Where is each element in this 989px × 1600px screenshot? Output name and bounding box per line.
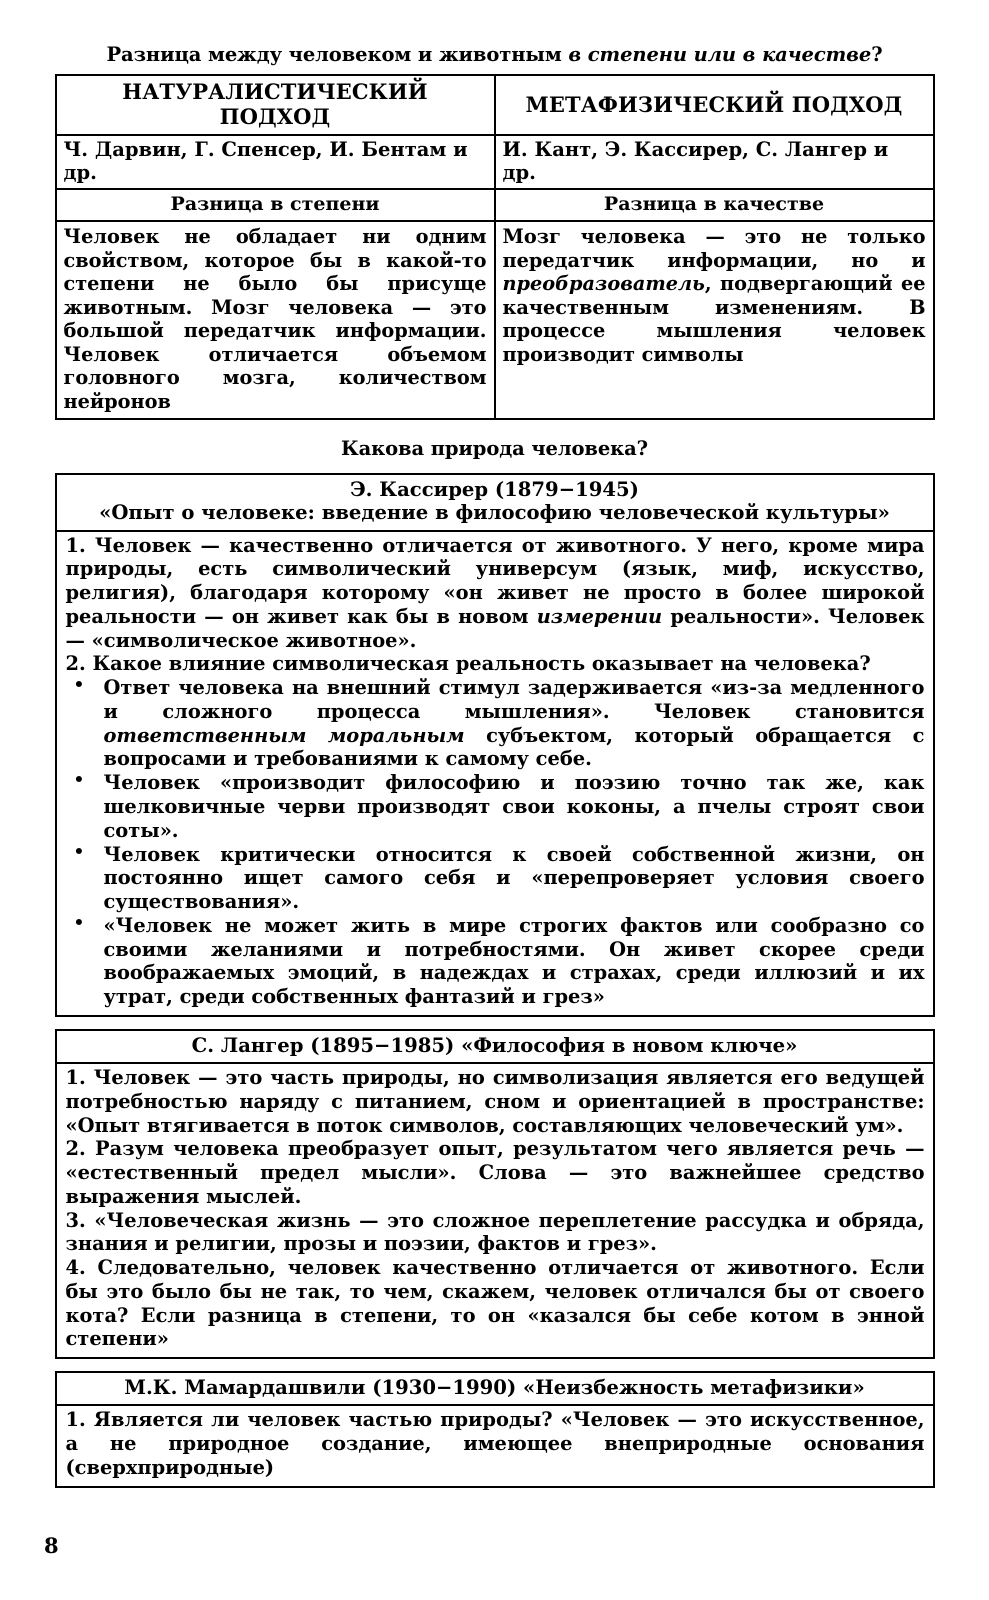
mamardashvili-body xyxy=(57,1406,933,1485)
bullet-1-part2: субъектом, который обращается с вопросами и требованиями к самому себе. xyxy=(103,723,925,771)
langer-section xyxy=(55,1029,935,1359)
cassirer-item-1-part2: реальности». Человек — «символическое животное». xyxy=(65,604,925,652)
table-row-body xyxy=(56,221,934,419)
body-right-part2: , подвергающий ее качественным изменениям. В процессе мышления человек производит символы xyxy=(502,272,926,366)
cassirer-item-1-italic: измерении xyxy=(536,604,663,628)
table-header-naturalistic: НАТУРАЛИСТИЧЕСКИЙ ПОДХОД xyxy=(56,75,495,135)
table-cell-body-naturalistic: Человек не обладает ни одним свойством, которое бы в какой-то степени не было бы присуще животным. Мозг человека — это большой передатчик информации. Человек отличается объемом головного мозга, количеством нейронов xyxy=(56,221,495,419)
langer-item-3: 3. «Человеческая жизнь — это сложное переплетение рассудка и обряда, знания и религии, прозы и поэзии, фактов и грез». xyxy=(65,1208,925,1256)
table-cell-thinkers-metaphysical: И. Кант, Э. Кассирер, С. Лангер и др. xyxy=(495,135,934,189)
page-number: 8 xyxy=(44,1533,59,1558)
page-title-text-after: ? xyxy=(871,43,883,66)
body-right-part1: Мозг человека — это не только передатчик информации, но и xyxy=(502,225,926,272)
cassirer-item-2: 2. Какое влияние символическая реальность оказывает на человека? xyxy=(65,652,871,676)
list-item xyxy=(66,914,925,1009)
langer-body xyxy=(57,1064,933,1357)
bullet-1-part1: Ответ человека на внешний стимул задерживается «из-за медленного и сложного процесса мышления». Человек становится xyxy=(103,676,925,723)
list-item xyxy=(66,676,925,771)
table-cell-difference-quality: Разница в качестве xyxy=(495,189,934,221)
cassirer-item-1-part1: 1. Человек — качественно отличается от животного. У него, кроме мира природы, есть символический универсум (язык, миф, искусство, религия), благодаря которому «он живет не просто в более широкой реальности — он живет как бы в новом xyxy=(65,533,925,628)
cassirer-work-title: «Опыт о человеке: введение в философию человеческой культуры» xyxy=(99,501,890,525)
bullet-4-text: «Человек не может жить в мире строгих фактов или сообразно со своими желаниями и потребностями. Он живет скорее среди воображаемых эмоций, в надеждах и страхах, среди иллюзий и их утрат, среди собственных фантазий и грез» xyxy=(103,913,925,1009)
table-row-subtitles xyxy=(56,189,934,221)
table-cell-thinkers-naturalistic: Ч. Дарвин, Г. Спенсер, И. Бентам и др. xyxy=(56,135,495,189)
table-header-metaphysical: МЕТАФИЗИЧЕСКИЙ ПОДХОД xyxy=(495,75,934,135)
langer-item-2: 2. Разум человека преобразует опыт, результатом чего является речь — «естественный предел мысли». Слова — это важнейшее средство выражения мыслей. xyxy=(65,1137,925,1208)
langer-item-1: 1. Человек — это часть природы, но символизация является его ведущей потребностью наряду с питанием, сном и ориентацией в пространстве: «Опыт втягивается в поток символов, составляющих человеческий ум». xyxy=(65,1066,925,1137)
table-cell-difference-degree: Разница в степени xyxy=(56,189,495,221)
table-row-approach-headers xyxy=(56,75,934,135)
bullet-1-italic: ответственным моральным xyxy=(103,723,465,747)
list-item xyxy=(66,771,925,842)
bullet-3-text: Человек критически относится к своей собственной жизни, он постоянно ищет самого себя и «перепроверяет условия своего существования». xyxy=(103,842,925,914)
page-title-text-before: Разница между человеком и животным xyxy=(106,43,569,66)
cassirer-title xyxy=(57,475,933,531)
mamardashvili-title: М.К. Мамардашвили (1930−1990) «Неизбежность метафизики» xyxy=(57,1373,933,1406)
mamardashvili-item-1: 1. Является ли человек частью природы? «Человек — это искусственное, а не природное создание, имеющее внеприродные основания (сверхприродные) xyxy=(65,1408,925,1479)
langer-item-4: 4. Следовательно, человек качественно отличается от животного. Если бы это было бы не так, то чем, скажем, человек отличался бы от своего кота? Если разница в степени, то он «казался бы себе котом в энной степени» xyxy=(65,1256,925,1351)
bullet-2-text: Человек «производит философию и поэзию точно так же, как шелковичные черви производят свои коконы, а пчелы строят свои соты». xyxy=(103,771,925,842)
cassirer-section xyxy=(55,473,935,1017)
page-title xyxy=(0,0,989,74)
cassirer-body xyxy=(57,532,933,1015)
table-row-thinkers xyxy=(56,135,934,189)
comparison-table xyxy=(55,74,935,420)
cassirer-item-1 xyxy=(66,534,925,653)
table-cell-body-metaphysical xyxy=(495,221,934,419)
page-title-italic: в степени или в качестве xyxy=(568,43,872,66)
list-item xyxy=(66,843,925,914)
mamardashvili-section xyxy=(55,1371,935,1487)
langer-title: С. Лангер (1895−1985) «Философия в новом ключе» xyxy=(57,1031,933,1064)
body-right-italic: преобразователь xyxy=(502,272,705,296)
cassirer-name-dates: Э. Кассирер (1879−1945) xyxy=(350,478,639,502)
cassirer-bullet-list xyxy=(66,676,925,1009)
section-question-nature-of-man: Какова природа человека? xyxy=(340,436,648,460)
